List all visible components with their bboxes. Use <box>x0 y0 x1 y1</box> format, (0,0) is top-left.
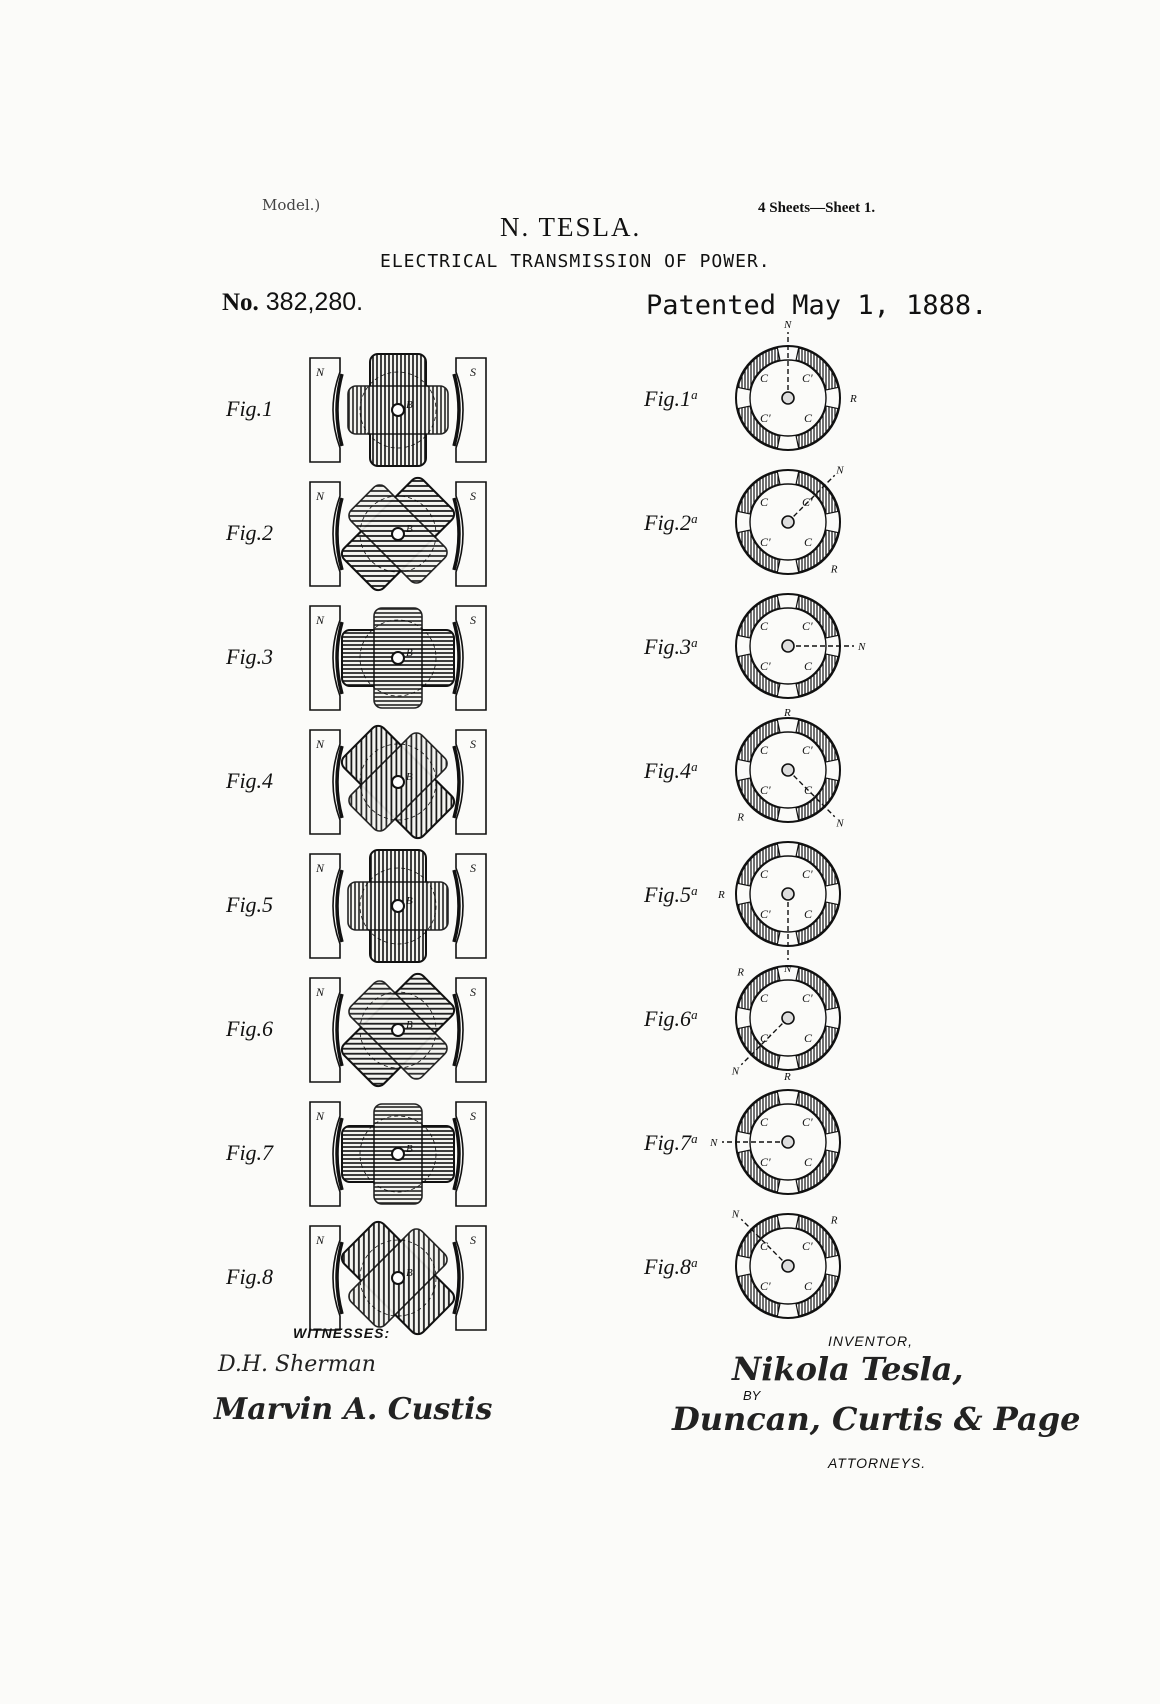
shaft <box>392 652 404 664</box>
pole-label-n: N <box>836 817 844 830</box>
ring-figure <box>643 966 840 1077</box>
armature-label: B <box>406 895 413 907</box>
coil-label-c-prime: C' <box>802 371 813 385</box>
coil-label-c: C <box>760 867 769 881</box>
south-pole-face <box>454 498 459 570</box>
ring-figure <box>643 319 857 450</box>
pole-label-n: N <box>316 1233 325 1247</box>
pole-label-n: N <box>316 861 325 875</box>
coil-label-c: C <box>760 1239 769 1253</box>
pole-label-s: S <box>470 489 476 503</box>
figure-label: Fig.1$^a$ <box>644 386 698 411</box>
pole-label-s: S <box>470 985 476 999</box>
figure-label: Fig.6$^a$ <box>644 1006 698 1031</box>
coil-label-c-prime: C' <box>802 619 813 633</box>
pole-label-n: N <box>316 737 325 751</box>
coil-label-c: C <box>804 1155 813 1169</box>
patent-date: Patented May 1, 1888. <box>646 290 988 321</box>
figure-label: Fig.6 <box>226 1016 274 1041</box>
north-pole-face <box>337 746 342 818</box>
shaft <box>392 404 404 416</box>
shaft <box>782 1012 794 1024</box>
shaft <box>392 1148 404 1160</box>
number-prefix: No. <box>222 289 259 316</box>
ring-label-r: R <box>737 966 745 979</box>
coil-label-c-prime: C' <box>802 495 813 509</box>
ring-label-r: R <box>718 889 725 901</box>
figure-label-superscript: a <box>691 386 698 402</box>
shaft <box>782 1136 794 1148</box>
shaft <box>782 888 794 900</box>
coil-label-c: C <box>804 783 813 797</box>
armature-label: B <box>406 771 413 783</box>
shaft <box>392 776 404 788</box>
armature-label: B <box>406 523 413 535</box>
motor-figure <box>225 707 486 857</box>
south-pole-face <box>454 746 459 818</box>
pole-label-s: S <box>470 737 476 751</box>
motor-figure <box>225 1102 486 1206</box>
coil-label-c: C <box>804 1031 813 1045</box>
pole-label-n: N <box>731 1065 740 1078</box>
north-pole-face <box>337 870 342 942</box>
coil-label-c: C <box>804 535 813 549</box>
shaft <box>782 1260 794 1272</box>
figure-label-superscript: a <box>691 1006 698 1022</box>
by-label: BY <box>743 1388 761 1403</box>
coil-label-c-prime: C' <box>760 1155 771 1169</box>
figure-label: Fig.5 <box>226 892 274 917</box>
motor-figure <box>225 354 486 466</box>
ring-label-r: R <box>850 393 857 405</box>
witnesses-label: WITNESSES: <box>293 1325 391 1341</box>
ring-figures-column <box>643 319 866 1318</box>
coil-label-c: C <box>804 659 813 673</box>
coil-label-c: C <box>804 907 813 921</box>
figure-label: Fig.3 <box>226 644 274 669</box>
figure-label: Fig.4$^a$ <box>644 758 698 783</box>
coil-label-c: C <box>760 371 769 385</box>
figure-label: Fig.2$^a$ <box>644 510 698 535</box>
shaft <box>782 764 794 776</box>
north-pole-face <box>337 498 342 570</box>
shaft <box>392 1024 404 1036</box>
ring-label-r: R <box>737 811 745 824</box>
armature-label: B <box>406 1019 413 1031</box>
ring-label-r: R <box>784 707 791 719</box>
figure-label: Fig.2 <box>226 520 274 545</box>
shaft <box>392 528 404 540</box>
coil-label-c-prime: C' <box>802 867 813 881</box>
coil-label-c-prime: C' <box>802 743 813 757</box>
motor-figures-column <box>225 354 486 1353</box>
sheet-number: 4 Sheets—Sheet 1. <box>758 200 876 216</box>
ring-label-r: R <box>784 1071 791 1083</box>
witness-signature-2: Marvin A. Custis <box>214 1392 493 1427</box>
armature-label: B <box>406 1143 413 1155</box>
figure-label-superscript: a <box>691 1130 698 1146</box>
shaft <box>392 900 404 912</box>
ring-figure <box>643 1209 840 1318</box>
motor-figure <box>225 606 486 710</box>
armature-label: B <box>406 647 413 659</box>
coil-label-c: C <box>760 1115 769 1129</box>
pole-label-n: N <box>836 464 844 477</box>
pole-label-n: N <box>316 613 325 627</box>
ring-figure <box>643 842 840 975</box>
pole-label-n: N <box>316 365 325 379</box>
armature-label: B <box>406 399 413 411</box>
shaft <box>782 640 794 652</box>
figure-label-superscript: a <box>691 882 698 898</box>
attorneys-label: ATTORNEYS. <box>828 1455 927 1471</box>
coil-label-c: C <box>760 743 769 757</box>
coil-label-c: C <box>804 411 813 425</box>
witness-signature-1: D.H. Sherman <box>218 1352 376 1377</box>
motor-figure <box>225 459 486 609</box>
south-pole-face <box>454 994 459 1066</box>
coil-label-c-prime: C' <box>760 1031 771 1045</box>
pole-label-n: N <box>784 319 792 331</box>
coil-label-c: C <box>804 1279 813 1293</box>
coil-label-c: C <box>760 991 769 1005</box>
coil-label-c-prime: C' <box>760 1279 771 1293</box>
ring-figure <box>643 718 844 829</box>
pole-label-s: S <box>470 1109 476 1123</box>
pole-label-n: N <box>710 1137 718 1149</box>
figure-label: Fig.5$^a$ <box>644 882 698 907</box>
pole-label-n: N <box>316 489 325 503</box>
motor-figure <box>225 850 486 962</box>
pole-label-n: N <box>858 641 866 653</box>
pole-label-n: N <box>316 1109 325 1123</box>
coil-label-c-prime: C' <box>760 783 771 797</box>
coil-label-c: C <box>760 619 769 633</box>
inventor-signature: Nikola Tesla, <box>732 1350 964 1388</box>
north-pole-face <box>337 994 342 1066</box>
coil-label-c-prime: C' <box>760 659 771 673</box>
figure-label-superscript: a <box>691 1254 698 1270</box>
figure-label: Fig.3$^a$ <box>644 634 698 659</box>
model-label: Model.) <box>262 196 321 214</box>
south-pole-face <box>454 374 459 446</box>
motor-figure <box>225 955 486 1105</box>
shaft <box>392 1272 404 1284</box>
figure-label: Fig.8$^a$ <box>644 1254 698 1279</box>
ring-label-r: R <box>830 1214 838 1227</box>
inventor-label: INVENTOR, <box>828 1333 913 1349</box>
coil-label-c-prime: C' <box>802 1239 813 1253</box>
ring-label-r: R <box>830 563 838 576</box>
coil-label-c-prime: C' <box>760 535 771 549</box>
figure-label-superscript: a <box>691 758 698 774</box>
south-pole-face <box>454 870 459 942</box>
figure-label: Fig.1 <box>226 396 274 421</box>
coil-label-c-prime: C' <box>760 907 771 921</box>
figure-label-superscript: a <box>691 634 698 650</box>
shaft <box>782 516 794 528</box>
coil-label-c-prime: C' <box>802 1115 813 1129</box>
ring-figure <box>643 465 844 576</box>
south-pole-face <box>454 1242 459 1314</box>
pole-label-s: S <box>470 861 476 875</box>
figure-label: Fig.8 <box>226 1264 274 1289</box>
pole-label-s: S <box>470 613 476 627</box>
figure-label: Fig.4 <box>226 768 274 793</box>
north-pole-face <box>337 1242 342 1314</box>
patent-title: ELECTRICAL TRANSMISSION OF POWER. <box>380 251 771 272</box>
armature-label: B <box>406 1267 413 1279</box>
number-value: 382,280. <box>265 288 364 316</box>
coil-label-c-prime: C' <box>802 991 813 1005</box>
figure-label: Fig.7$^a$ <box>644 1130 698 1155</box>
attorneys-signature: Duncan, Curtis & Page <box>672 1400 1081 1438</box>
pole-label-s: S <box>470 365 476 379</box>
figure-label-superscript: a <box>691 510 698 526</box>
north-pole-face <box>337 374 342 446</box>
inventor-name-heading: N. TESLA. <box>500 212 642 242</box>
shaft <box>782 392 794 404</box>
pole-label-n: N <box>316 985 325 999</box>
pole-label-s: S <box>470 1233 476 1247</box>
pole-label-n: N <box>731 1208 740 1221</box>
pole-label-n: N <box>784 963 792 975</box>
coil-label-c-prime: C' <box>760 411 771 425</box>
ring-figure <box>643 1071 840 1194</box>
figure-label: Fig.7 <box>226 1140 274 1165</box>
ring-figure <box>643 594 866 719</box>
coil-label-c: C <box>760 495 769 509</box>
